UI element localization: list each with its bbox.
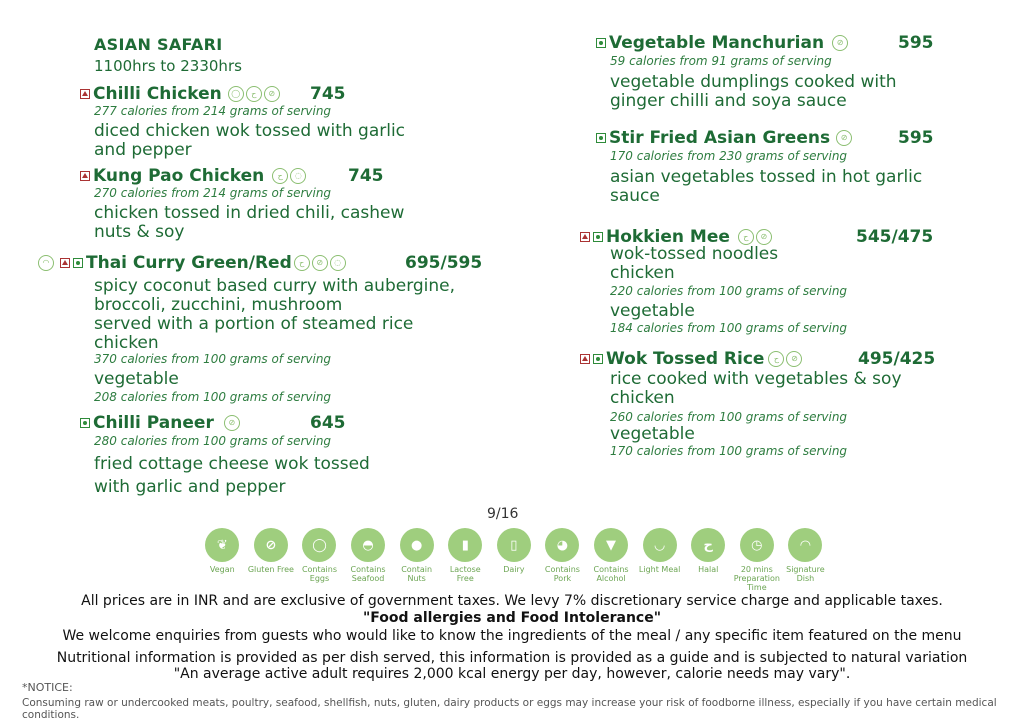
variant-label: vegetable bbox=[610, 424, 695, 444]
item-price: 595 bbox=[898, 128, 934, 148]
item-calories: 260 calories from 100 grams of serving bbox=[610, 410, 848, 424]
legend-item bbox=[392, 528, 441, 592]
legend-item bbox=[295, 528, 344, 592]
nut-icon: ● bbox=[400, 528, 434, 562]
halal-icon: ح bbox=[691, 528, 725, 562]
halal-icon: ح bbox=[768, 351, 784, 367]
dietary-legend bbox=[198, 528, 830, 592]
legend-item bbox=[538, 528, 587, 592]
legend-item bbox=[781, 528, 830, 592]
desc-line: sauce bbox=[610, 186, 660, 206]
item-description bbox=[610, 370, 902, 408]
item-calories: 59 calories from 91 grams of serving bbox=[610, 54, 832, 68]
footer-enquiry-note: We welcome enquiries from guests who would like to know the ingredients of the meal / any specific item featured on the menu bbox=[62, 628, 962, 644]
gluten-free-icon: ⊘ bbox=[264, 86, 280, 102]
item-name: Stir Fried Asian Greens bbox=[609, 128, 831, 148]
item-price: 545/475 bbox=[856, 227, 934, 247]
item-price: 645 bbox=[310, 413, 346, 433]
wine-icon: ▼ bbox=[594, 528, 628, 562]
nonveg-marker-icon bbox=[580, 232, 590, 242]
section-title: ASIAN SAFARI bbox=[94, 35, 223, 54]
section-hours: 1100hrs to 2330hrs bbox=[94, 57, 242, 75]
desc-line: ginger chilli and soya sauce bbox=[610, 91, 847, 111]
item-name: Hokkien Mee bbox=[606, 227, 730, 247]
item-description bbox=[94, 453, 370, 499]
menu-item bbox=[596, 128, 852, 148]
item-calories: 208 calories from 100 grams of serving bbox=[94, 390, 332, 404]
legend-label: Contains Eggs bbox=[301, 565, 338, 583]
milk-icon: ▯ bbox=[497, 528, 531, 562]
veg-marker-icon bbox=[73, 258, 83, 268]
leaf-icon: ❦ bbox=[205, 528, 239, 562]
bottle-icon: ▮ bbox=[448, 528, 482, 562]
legend-label: Signature Dish bbox=[786, 565, 825, 583]
item-name: Vegetable Manchurian bbox=[609, 33, 825, 53]
desc-line: and pepper bbox=[94, 140, 192, 160]
wheat-icon: ⊘ bbox=[254, 528, 288, 562]
desc-line: spicy coconut based curry with aubergine, bbox=[94, 276, 456, 296]
legend-label: Contains Alcohol bbox=[593, 565, 629, 583]
nut-icon: ◌ bbox=[330, 255, 346, 271]
veg-marker-icon bbox=[596, 133, 606, 143]
item-price: 745 bbox=[348, 166, 384, 186]
menu-item bbox=[38, 253, 346, 273]
item-calories: 170 calories from 230 grams of serving bbox=[610, 149, 848, 163]
footer-nutrition-note: Nutritional information is provided as per dish served, this information is provided as a guide and is subjected to natural variation bbox=[56, 650, 968, 666]
page-number: 9/16 bbox=[487, 506, 519, 522]
item-description bbox=[94, 204, 404, 242]
item-description bbox=[94, 122, 405, 160]
gluten-free-icon: ⊘ bbox=[836, 130, 852, 146]
desc-line: rice cooked with vegetables & soy bbox=[610, 369, 902, 389]
legend-item bbox=[344, 528, 393, 592]
legend-item bbox=[733, 528, 782, 592]
desc-line: chicken tossed in dried chili, cashew bbox=[94, 203, 405, 223]
legend-item bbox=[635, 528, 684, 592]
item-price: 595 bbox=[898, 33, 934, 53]
footer-energy-note: "An average active adult requires 2,000 kcal energy per day, however, calorie needs may vary". bbox=[173, 666, 851, 682]
gluten-free-icon: ⊘ bbox=[224, 415, 240, 431]
notice-title: *NOTICE: bbox=[22, 681, 73, 694]
legend-item bbox=[684, 528, 733, 592]
item-calories: 277 calories from 214 grams of serving bbox=[94, 104, 332, 118]
item-calories: 270 calories from 214 grams of serving bbox=[94, 186, 332, 200]
legend-label: Contain Nuts bbox=[401, 565, 433, 583]
desc-line: fried cottage cheese wok tossed bbox=[94, 454, 370, 474]
gluten-free-icon: ⊘ bbox=[756, 229, 772, 245]
halal-icon: ح bbox=[738, 229, 754, 245]
footer-allergy-heading: "Food allergies and Food Intolerance" bbox=[362, 610, 661, 626]
item-name: Chilli Chicken bbox=[93, 84, 222, 104]
halal-icon: ح bbox=[246, 86, 262, 102]
pig-icon: ◕ bbox=[545, 528, 579, 562]
nut-icon: ◌ bbox=[290, 168, 306, 184]
variant-label: chicken bbox=[94, 333, 159, 353]
desc-line: asian vegetables tossed in hot garlic bbox=[610, 167, 923, 187]
menu-item bbox=[580, 349, 802, 369]
legend-item bbox=[587, 528, 636, 592]
item-calories: 170 calories from 100 grams of serving bbox=[610, 444, 848, 458]
legend-label: Gluten Free bbox=[247, 565, 294, 574]
legend-label: Dairy bbox=[503, 565, 525, 574]
desc-line: diced chicken wok tossed with garlic bbox=[94, 121, 406, 141]
item-price: 495/425 bbox=[858, 349, 936, 369]
item-name: Kung Pao Chicken bbox=[93, 166, 265, 186]
egg-icon: ◯ bbox=[302, 528, 336, 562]
desc-line: wok-tossed noodles bbox=[610, 244, 779, 264]
item-calories: 370 calories from 100 grams of serving bbox=[94, 352, 332, 366]
item-calories: 280 calories from 100 grams of serving bbox=[94, 434, 332, 448]
item-calories: 184 calories from 100 grams of serving bbox=[610, 321, 848, 335]
shell-icon: ◓ bbox=[351, 528, 385, 562]
item-description bbox=[610, 168, 922, 206]
timer-icon: ◷ bbox=[740, 528, 774, 562]
cloche-icon: ◠ bbox=[788, 528, 822, 562]
gluten-free-icon: ⊘ bbox=[312, 255, 328, 271]
variant-label: chicken bbox=[610, 388, 675, 408]
item-price: 695/595 bbox=[405, 253, 483, 273]
item-description bbox=[610, 73, 897, 111]
nonveg-marker-icon bbox=[60, 258, 70, 268]
menu-item bbox=[80, 413, 240, 433]
gluten-free-icon: ⊘ bbox=[832, 35, 848, 51]
item-price: 745 bbox=[310, 84, 346, 104]
variant-label: vegetable bbox=[610, 301, 695, 321]
bowl-icon: ◡ bbox=[643, 528, 677, 562]
menu-item bbox=[80, 166, 306, 186]
variant-label: vegetable bbox=[94, 369, 179, 389]
halal-icon: ح bbox=[272, 168, 288, 184]
legend-label: Contains Pork bbox=[544, 565, 580, 583]
variant-label: chicken bbox=[610, 263, 675, 283]
item-description bbox=[610, 245, 778, 283]
desc-line: vegetable dumplings cooked with bbox=[610, 72, 897, 92]
desc-line: broccoli, zucchini, mushroom bbox=[94, 295, 343, 315]
desc-line: served with a portion of steamed rice bbox=[94, 314, 414, 334]
legend-label: Vegan bbox=[209, 565, 235, 574]
item-name: Wok Tossed Rice bbox=[606, 349, 765, 369]
legend-item bbox=[247, 528, 296, 592]
halal-icon: ح bbox=[294, 255, 310, 271]
menu-item bbox=[596, 33, 848, 53]
signature-dish-icon: ◠ bbox=[38, 255, 54, 271]
desc-line: with garlic and pepper bbox=[94, 477, 286, 497]
item-description bbox=[94, 277, 455, 353]
legend-label: 20 mins Preparation Time bbox=[733, 565, 780, 592]
nonveg-marker-icon bbox=[80, 89, 90, 99]
item-calories: 220 calories from 100 grams of serving bbox=[610, 284, 848, 298]
veg-marker-icon bbox=[593, 232, 603, 242]
nonveg-marker-icon bbox=[580, 354, 590, 364]
legend-label: Light Meal bbox=[638, 565, 681, 574]
legend-label: Lactose Free bbox=[449, 565, 481, 583]
desc-line: nuts & soy bbox=[94, 222, 185, 242]
footer-tax-note: All prices are in INR and are exclusive of government taxes. We levy 7% discretionary service charge and applicable taxes. bbox=[81, 593, 943, 609]
legend-item bbox=[198, 528, 247, 592]
nonveg-marker-icon bbox=[80, 171, 90, 181]
veg-marker-icon bbox=[593, 354, 603, 364]
egg-icon: ◯ bbox=[228, 86, 244, 102]
legend-item bbox=[441, 528, 490, 592]
veg-marker-icon bbox=[80, 418, 90, 428]
veg-marker-icon bbox=[596, 38, 606, 48]
gluten-free-icon: ⊘ bbox=[786, 351, 802, 367]
notice-text: Consuming raw or undercooked meats, poultry, seafood, shellfish, nuts, gluten, dairy products or eggs may increase your risk of foodborne illness, especially if you have certain medical conditions. bbox=[22, 697, 997, 721]
menu-item bbox=[80, 84, 280, 104]
legend-item bbox=[490, 528, 539, 592]
legend-label: Contains Seafood bbox=[350, 565, 386, 583]
item-name: Thai Curry Green/Red bbox=[86, 253, 292, 273]
item-name: Chilli Paneer bbox=[93, 413, 214, 433]
legend-label: Halal bbox=[698, 565, 719, 574]
